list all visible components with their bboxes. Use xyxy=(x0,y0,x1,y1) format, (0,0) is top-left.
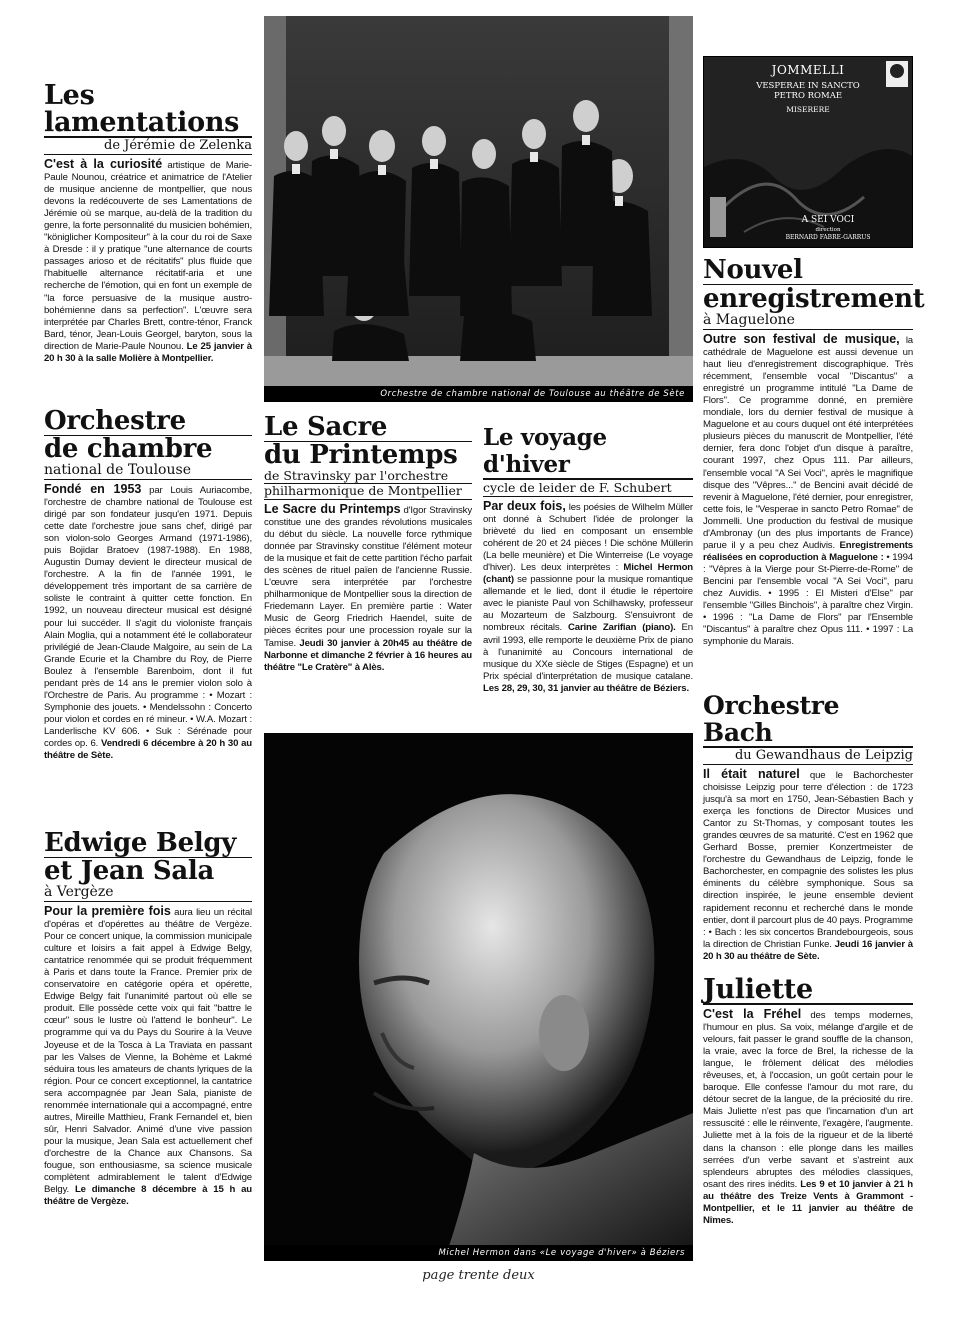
bach-title: Orchestre Bach xyxy=(703,692,913,748)
ensemble-photo-image xyxy=(264,16,693,402)
voyage-text-1: les poésies de Wilhelm Müller ont donné à Schubert l'idée de prolonger la brièveté du lied en composant un ensemble cohérent de 20 et 24 pièces ! Die schöne Müllerin (La belle meunière) et Die Winterreise (Le voyage d'hiver). Les deux interprètes : xyxy=(483,502,693,574)
cd-composer: JOMMELLI xyxy=(771,63,845,77)
maguelone-body xyxy=(703,333,913,648)
sacre-subtitle-line1: de Stravinsky par l'orchestre xyxy=(264,469,472,484)
toulouse-text: par Louis Auriacombe, l'orchestre de chambre national de Toulouse est dirigé par son fondateur jusqu'en 1971. Depuis cette date l'orchestre joue sans chef, dirigé par son violon-solo Georges Armand (1971-1986), puis Bojidar Bratoev (1987-1988). En 1988, Augustin Dumay devient le directeur musical de l'orchestre. A la fin de l'année 1991, le développement très important de sa carrière de soliste le contraint à quitter cette fonction. En 1992, un nouveau directeur musical est désigné pour lui succéder. Il s'agit du violoniste français Alain Moglia, qui a notamment été le collaborateur privilégié de Jean-Claude Malgoire, au sein de La Grande Ecurie et la Chambre du Roy, de Pierre Boulez à l'ensemble Barenboim, dont il fut pendant près de 14 ans le premier violon solo à l'Orchestre de Paris. Au programme : • Mozart : Symphonie des jouets. • Mendelssohn : Concerto pour violon et cordes en ré mineur. • W.A. Mozart : Landerlische KV 606. • Suk : Sérénade pour cordes op. 6. xyxy=(44,485,252,749)
toulouse-subtitle: national de Toulouse xyxy=(44,463,252,480)
juliette-title: Juliette xyxy=(703,976,913,1005)
voyage-body xyxy=(483,500,693,695)
toulouse-body xyxy=(44,483,252,762)
maguelone-recordings-label: Enregistrements réalisées en coproduction à Maguelone : xyxy=(703,539,913,563)
maguelone-title-line1: Nouvel xyxy=(703,256,913,285)
juliette-text: des temps modernes, l'humour en plus. Sa voix, mélange d'argile et de velours, fait passer le grand souffle de la chanson, la vraie, avec la force de Brel, la richesse de la langue, le frôlement délicat des mélodies rêveuses, et, à l'occasion, un goût certain pour le baroque. Elle confesse l'amour du mot rare, du détour secret de la langue, de la préciosité du rire. Mais Juliette n'est pas que l'incarnation d'un art ressuscité : elle le réinvente, l'exagère, l'augmente. Juliette met à la fois de la rigueur et de la liberté dans la chanson : elle plonge dans les mailles serrées d'un verbe savant et s'astreint aux splendeurs abruptes des mélodies classiques, osant des rires inédits. xyxy=(703,1010,913,1190)
voyage-title: Le voyage d'hiver xyxy=(483,424,693,480)
zelenka-subtitle: de Jérémie de Zelenka xyxy=(44,138,252,155)
maguelone-text: la cathédrale de Maguelone est aussi devenue un haut lieu d'enregistrement discographique. Très récemment, l'ensemble vocal "Discantus" a enregistré un programme intitulé "La Dame de Flors". Ce programme donné, en première mondiale, lors du dernier festival de musique à Maguelone et au cours duquel ont été interprétées plusieurs pièces du manuscrit de Montpellier, l'été dernier, fera donc l'objet d'un disque à paraître, courant 1997, chez Opus 111. Par ailleurs, l'ensemble vocal "A Sei Voci", après le magnifique disque des "Vêpres..." de Bencini avait décidé de revenir à Maguelone, l'été dernier, pour enregistrer, cette fois, le "Vesperae in sancto Petro Romae" de Jommelli. Une production du festival de musique d'Ambronay (un des plus importants de France) parue il y a peu chez Audivis. xyxy=(703,335,913,551)
bach-closing: Jeudi 16 janvier à 20 h 30 au théâtre de Sète. xyxy=(703,938,913,962)
juliette-body xyxy=(703,1008,913,1227)
zelenka-body xyxy=(44,158,252,365)
hermon-photo-caption: Michel Hermon dans «Le voyage d'hiver» à Béziers xyxy=(264,1245,693,1261)
juliette-closing: Les 9 et 10 janvier à 21 h au théâtre des Treize Vents à Grammont - Montpellier, et le 11 janvier au théâtre de Nîmes. xyxy=(703,1178,913,1226)
article-belgy xyxy=(44,830,252,1208)
zelenka-closing: Le 25 janvier à 20 h 30 à la salle Molière à Montpellier. xyxy=(44,340,252,364)
page-number-label: page trente deux xyxy=(422,1268,535,1283)
bach-subtitle: du Gewandhaus de Leipzig xyxy=(703,748,913,765)
cd-direction-label: direction xyxy=(815,227,841,233)
sacre-closing: Jeudi 30 janvier à 20h45 au théâtre de Narbonne et dimanche 2 février à 16 heures au théâtre "Le Cratère" à Alès. xyxy=(264,637,472,673)
juliette-lead: C'est la Fréhel xyxy=(703,1007,802,1021)
cd-cover xyxy=(703,56,913,248)
article-sacre xyxy=(264,414,472,674)
sacre-subtitle xyxy=(264,469,472,500)
zelenka-title: Les lamentations xyxy=(44,82,252,138)
voyage-lead: Par deux fois, xyxy=(483,499,566,513)
belgy-title-line2: et Jean Sala xyxy=(44,856,214,886)
zelenka-text: artistique de Marie-Paule Nounou, créatrice et animatrice de l'Atelier de musique ancienne de montpellier, que nous devons la redécouverte de ses Lamentations de Jérémie où se marque, au-delà de la tradition du genre, la forte personnalité du musicien bohémien, "königlicher Kompositeur" à la cour du roi de Saxe à Dresde : il y pratique "une alternance de courts passages arioso et de récitatifs" plus fluide que l'habituelle alternance récitatif-aria et une recherche de l'émotion, qui en font un exemple de "la force persuasive de la musique austro-bohémienne dans sa perfection". L'œuvre sera interprétée par Charles Brett, contre-ténor, Franck Bard, ténor, Jean-Louis Georgel, baryton, sous la direction de Marie-Paule Nounou. xyxy=(44,160,252,352)
toulouse-title-line2: de chambre xyxy=(44,434,213,464)
voyage-closing: Les 28, 29, 30, 31 janvier au théâtre de Béziers. xyxy=(483,682,689,694)
maguelone-lead: Outre son festival de musique, xyxy=(703,332,900,346)
belgy-subtitle: à Vergèze xyxy=(44,885,252,902)
hermon-photo-image xyxy=(264,733,693,1261)
toulouse-lead: Fondé en 1953 xyxy=(44,482,142,496)
cd-director: BERNARD FABRE-GARRUS xyxy=(785,234,871,241)
ensemble-photo xyxy=(264,16,693,402)
toulouse-title xyxy=(44,408,252,463)
belgy-closing: Le dimanche 8 décembre à 15 h au théâtre de Vergèze. xyxy=(44,1184,252,1208)
maguelone-subtitle: à Maguelone xyxy=(703,313,913,330)
voyage-text-3: En avril 1993, elle remporte le deuxième Prix de piano à l'unanimité au Concours international de musique du XXe siècle de Stiges (Espagne) et un Prix spécial d'interprétation de musique catalane. xyxy=(483,622,693,682)
maguelone-recordings: • 1994 : "Vêpres à la Vierge pour St-Pierre-de-Rome" de Bencini par l'ensemble vocal "A Sei Voci", paru chez Auvidis. • 1995 : El Misteri d'Else" par l'ensemble "Gilles Binchois", à paraître chez Virgin. • 1996 : "La Dame de Flors" par l'Ensemble "Discantus" à paraître chez Opus 111. • 1997 : La symphonie du Marais. xyxy=(703,551,913,648)
belgy-title xyxy=(44,830,252,885)
sacre-title xyxy=(264,414,472,469)
sacre-lead: Le Sacre du Printemps xyxy=(264,502,401,516)
sacre-title-line2: du Printemps xyxy=(264,440,458,470)
article-juliette xyxy=(703,976,913,1227)
belgy-title-line1: Edwige Belgy xyxy=(44,830,252,858)
sacre-body xyxy=(264,503,472,674)
cd-title-line2: PETRO ROMAE xyxy=(773,91,843,101)
voyage-singer: Michel Hermon (chant) xyxy=(483,562,693,586)
bach-lead: Il était naturel xyxy=(703,767,800,781)
toulouse-title-line1: Orchestre xyxy=(44,408,252,436)
maguelone-title xyxy=(703,255,925,314)
hermon-photo xyxy=(264,733,693,1261)
article-maguelone xyxy=(703,255,925,648)
bach-text: que le Bachorchester choisisse Leipzig pour terre d'élection : de 1723 jusqu'à sa mort en 1750, Jean-Sébastien Bach y exerça les fonctions de Director Musices und Cantor zu St-Thomas, y composant toutes les grandes œuvres de sa maturité. C'est en 1962 que Gerhard Bosse, premier Konzertmeister de l'orchestre du Gewandhaus de Leipzig, fonde le Bachorchester, en compagnie des solistes les plus éminents du célèbre symphonique. Sous sa direction inspirée, le jeune ensemble devient rapidement reconnu et recherché dans le monde entier, dont il parcourt plus de 40 pays. Programme : • Bach : les six concertos Brandebourgeois, sous la direction de Christian Funke. xyxy=(703,770,913,950)
toulouse-closing: Vendredi 6 décembre à 20 h 30 au théâtre de Sète. xyxy=(44,737,253,762)
ensemble-photo-caption: Orchestre de chambre national de Toulouse au théâtre de Sète xyxy=(264,386,693,402)
belgy-lead: Pour la première fois xyxy=(44,904,171,918)
voyage-subtitle: cycle de leider de F. Schubert xyxy=(483,480,693,497)
article-zelenka xyxy=(44,82,252,365)
voyage-pianist: Carine Zarifian (piano). xyxy=(567,622,676,634)
sacre-subtitle-line2: philharmonique de Montpellier xyxy=(264,483,462,498)
sacre-title-line1: Le Sacre xyxy=(264,414,472,442)
cd-ensemble: A SEI VOCI xyxy=(801,215,855,225)
belgy-body xyxy=(44,905,252,1208)
voyage-text-2: se passionne pour la musique romantique allemande et le lied, dont il étudie le répertoire avec le pianiste Paul von Schilhawsky, professeur au Mozarteum de Salzbourg. S'ensuivront de nombreux récitals. xyxy=(483,574,693,634)
maguelone-title-line2: enregistrement xyxy=(703,284,925,314)
article-toulouse xyxy=(44,408,252,762)
belgy-text: aura lieu un récital d'opéras et d'opérettes au théâtre de Vergèze. Pour ce concert unique, la commission municipale culture et loisirs a fait appel à Edwige Belgy, cantatrice renommée qui se produit fréquemment à Paris et dans toute la France. Premier prix de conservatoire en catégorie opéra et opérette, Edwige Belgy fait l'unanimité partout où elle se produit. Elle possède cette voix qui fait "battre le cœur" sous le lustre où l'attend le bonheur". Le programme qui va du Pays du Sourire à la Veuve Joyeuse et de la Tosca à La Traviata en passant par les Valses de Vienne, la Bohème et Lakmé séduira tous les amateurs de chants lyriques de la région. Pour ce concert exceptionnel, la cantatrice sera accompagnée par Jean Sala, pianiste de renommée internationale qui a accompagné, entre autres, Mireille Matthieu, Frank Fernandel et, bien sûr, Henri Salvador. Animé d'une vive passion pour la musique, Jean Sala est actuellement chef d'orchestre de la Chance aux Chansons. Sa fougue, son enthousiasme, sa science musicale complètent admirablement le talent d'Edwige Belgy. xyxy=(44,907,252,1196)
zelenka-lead: C'est à la curiosité xyxy=(44,157,163,171)
bach-body xyxy=(703,768,913,963)
article-bach xyxy=(703,692,913,963)
cd-title-line1: VESPERAE IN SANCTO xyxy=(756,81,860,91)
article-voyage xyxy=(483,424,693,695)
cd-title-line3: MISERERE xyxy=(786,105,830,114)
sacre-text: d'Igor Stravinsky constitue une des grandes révolutions musicales du début du siècle. La nouvelle force rythmique donnée par Stravinsky constitue l'élément moteur de la musique et fait de cette partition l'écho parfait des scènes de rituel païen de l'ancienne Russie. L'œuvre sera interprétée par l'orchestre philharmonique de Montpellier sous la direction de Friedemann Layer. En première partie : Water Music de Georg Friedrich Haendel, suite de pièces écrites pour une procession royale sur la Tamise. xyxy=(264,505,472,649)
